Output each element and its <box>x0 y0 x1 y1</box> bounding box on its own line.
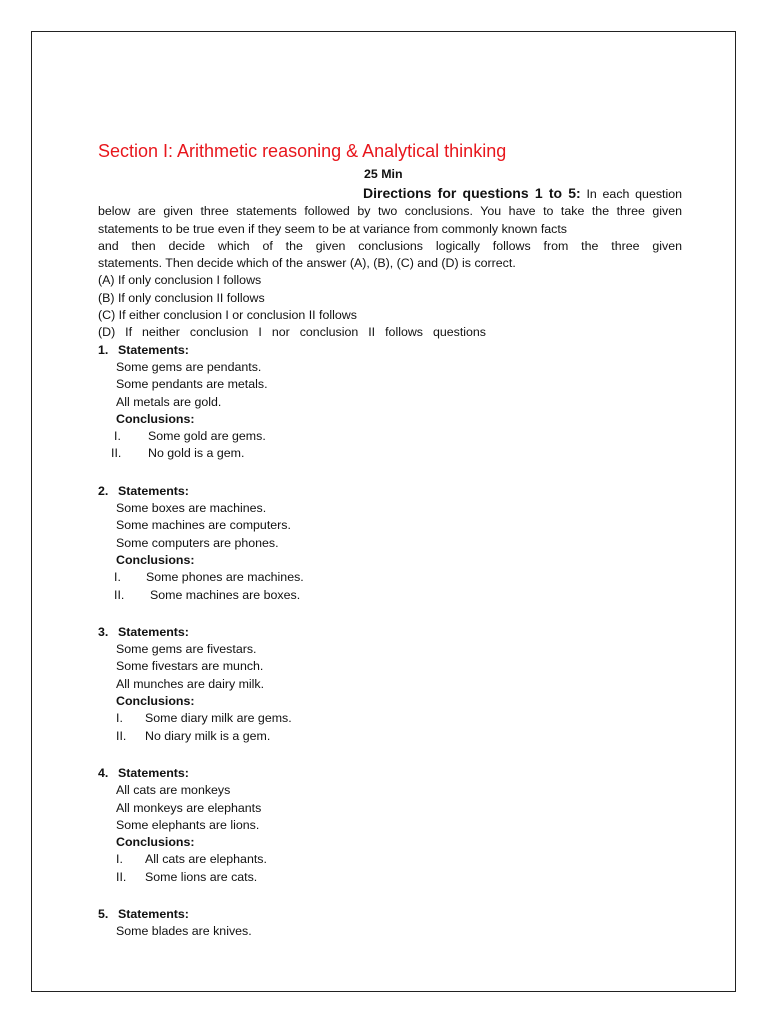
statements-list <box>98 359 682 428</box>
statements-list <box>98 641 682 710</box>
conclusion-item <box>98 728 682 745</box>
conclusions-list <box>98 851 682 886</box>
statement: Some boxes are machines. <box>116 501 267 516</box>
statements-label: Statements: <box>118 342 189 357</box>
question-heading <box>98 765 682 782</box>
conclusions-list <box>98 428 682 463</box>
question-5 <box>98 906 682 941</box>
statements-label: Statements: <box>118 906 189 921</box>
directions-line: statements. Then decide which of the answer (A), (B), (C) and (D) is correct. <box>98 256 516 271</box>
statement: All metals are gold. <box>116 394 222 409</box>
conclusion-item <box>98 869 682 886</box>
statement: Some blades are knives. <box>116 924 252 939</box>
question-number: 2. <box>98 483 109 498</box>
conclusion-numeral: II. <box>116 728 127 743</box>
conclusion-numeral: I. <box>114 429 121 444</box>
statements-label: Statements: <box>118 483 189 498</box>
conclusion-text: Some gold are gems. <box>148 429 266 444</box>
statement: Some fivestars are munch. <box>116 659 264 674</box>
question-4 <box>98 765 682 886</box>
conclusion-text: Some lions are cats. <box>145 869 258 884</box>
statement: Some computers are phones. <box>116 535 279 550</box>
conclusions-label: Conclusions: <box>116 835 195 850</box>
question-heading <box>98 624 682 641</box>
directions-first-line-rest: In each question <box>586 187 683 201</box>
statements-list <box>98 923 682 940</box>
statements-label: Statements: <box>118 765 189 780</box>
statement: All monkeys are elephants <box>116 800 262 815</box>
conclusion-text: No gold is a gem. <box>148 446 245 461</box>
conclusion-text: Some machines are boxes. <box>150 587 301 602</box>
conclusion-numeral: I. <box>116 711 123 726</box>
directions-line: statements to be true even if they seem to be at variance from commonly known facts <box>98 221 567 236</box>
question-number: 3. <box>98 624 109 639</box>
conclusion-numeral: II. <box>111 446 122 461</box>
question-3 <box>98 624 682 745</box>
statement: Some machines are computers. <box>116 518 291 533</box>
statement: Some gems are fivestars. <box>116 642 257 657</box>
statement: All cats are monkeys <box>116 783 231 798</box>
question-heading <box>98 483 682 500</box>
conclusions-list <box>98 710 682 745</box>
conclusion-text: No diary milk is a gem. <box>145 728 271 743</box>
directions-line: below are given three statements followed by two conclusions. You have to take the three given <box>98 204 682 219</box>
answer-option-b: (B) If only conclusion II follows <box>98 290 265 305</box>
conclusion-text: Some phones are machines. <box>146 570 304 585</box>
conclusions-list <box>98 569 682 604</box>
directions <box>98 185 682 272</box>
question-number: 5. <box>98 906 109 921</box>
conclusions-label: Conclusions: <box>116 552 195 567</box>
question-heading <box>98 906 682 923</box>
statement: Some pendants are metals. <box>116 377 268 392</box>
conclusion-text: All cats are elephants. <box>145 852 267 867</box>
statements-label: Statements: <box>118 624 189 639</box>
answer-option-d: (D) If neither conclusion I nor conclusion II follows questions <box>98 325 486 340</box>
answer-options <box>98 272 682 341</box>
conclusion-item <box>98 587 682 604</box>
statements-list <box>98 500 682 569</box>
conclusion-item <box>98 569 682 586</box>
statement: Some gems are pendants. <box>116 359 262 374</box>
answer-option-c: (C) If either conclusion I or conclusion II follows <box>98 308 357 323</box>
conclusion-item <box>102 445 682 462</box>
question-1 <box>98 342 682 463</box>
conclusion-numeral: I. <box>116 852 123 867</box>
conclusion-item <box>98 710 682 727</box>
section-title: Section I: Arithmetic reasoning & Analytical thinking <box>98 141 507 161</box>
directions-heading: Directions for questions 1 to 5: <box>363 185 581 201</box>
directions-first-line <box>98 185 682 203</box>
conclusion-numeral: II. <box>116 869 127 884</box>
answer-option-a: (A) If only conclusion I follows <box>98 273 262 288</box>
statement: Some elephants are lions. <box>116 817 260 832</box>
statements-list <box>98 782 682 851</box>
conclusion-item <box>98 851 682 868</box>
conclusion-numeral: I. <box>114 570 121 585</box>
conclusions-label: Conclusions: <box>116 694 195 709</box>
time-limit: 25 Min <box>364 167 403 181</box>
question-number: 4. <box>98 765 109 780</box>
conclusion-numeral: II. <box>114 587 125 602</box>
question-number: 1. <box>98 342 109 357</box>
conclusion-text: Some diary milk are gems. <box>145 711 292 726</box>
conclusions-label: Conclusions: <box>116 411 195 426</box>
page-content <box>98 140 682 961</box>
conclusion-item <box>102 428 682 445</box>
directions-line: and then decide which of the given conclusions logically follows from the three given <box>98 238 682 253</box>
question-heading <box>98 342 682 359</box>
statement: All munches are dairy milk. <box>116 676 265 691</box>
question-list <box>98 342 682 941</box>
question-2 <box>98 483 682 604</box>
document-page <box>31 31 736 992</box>
